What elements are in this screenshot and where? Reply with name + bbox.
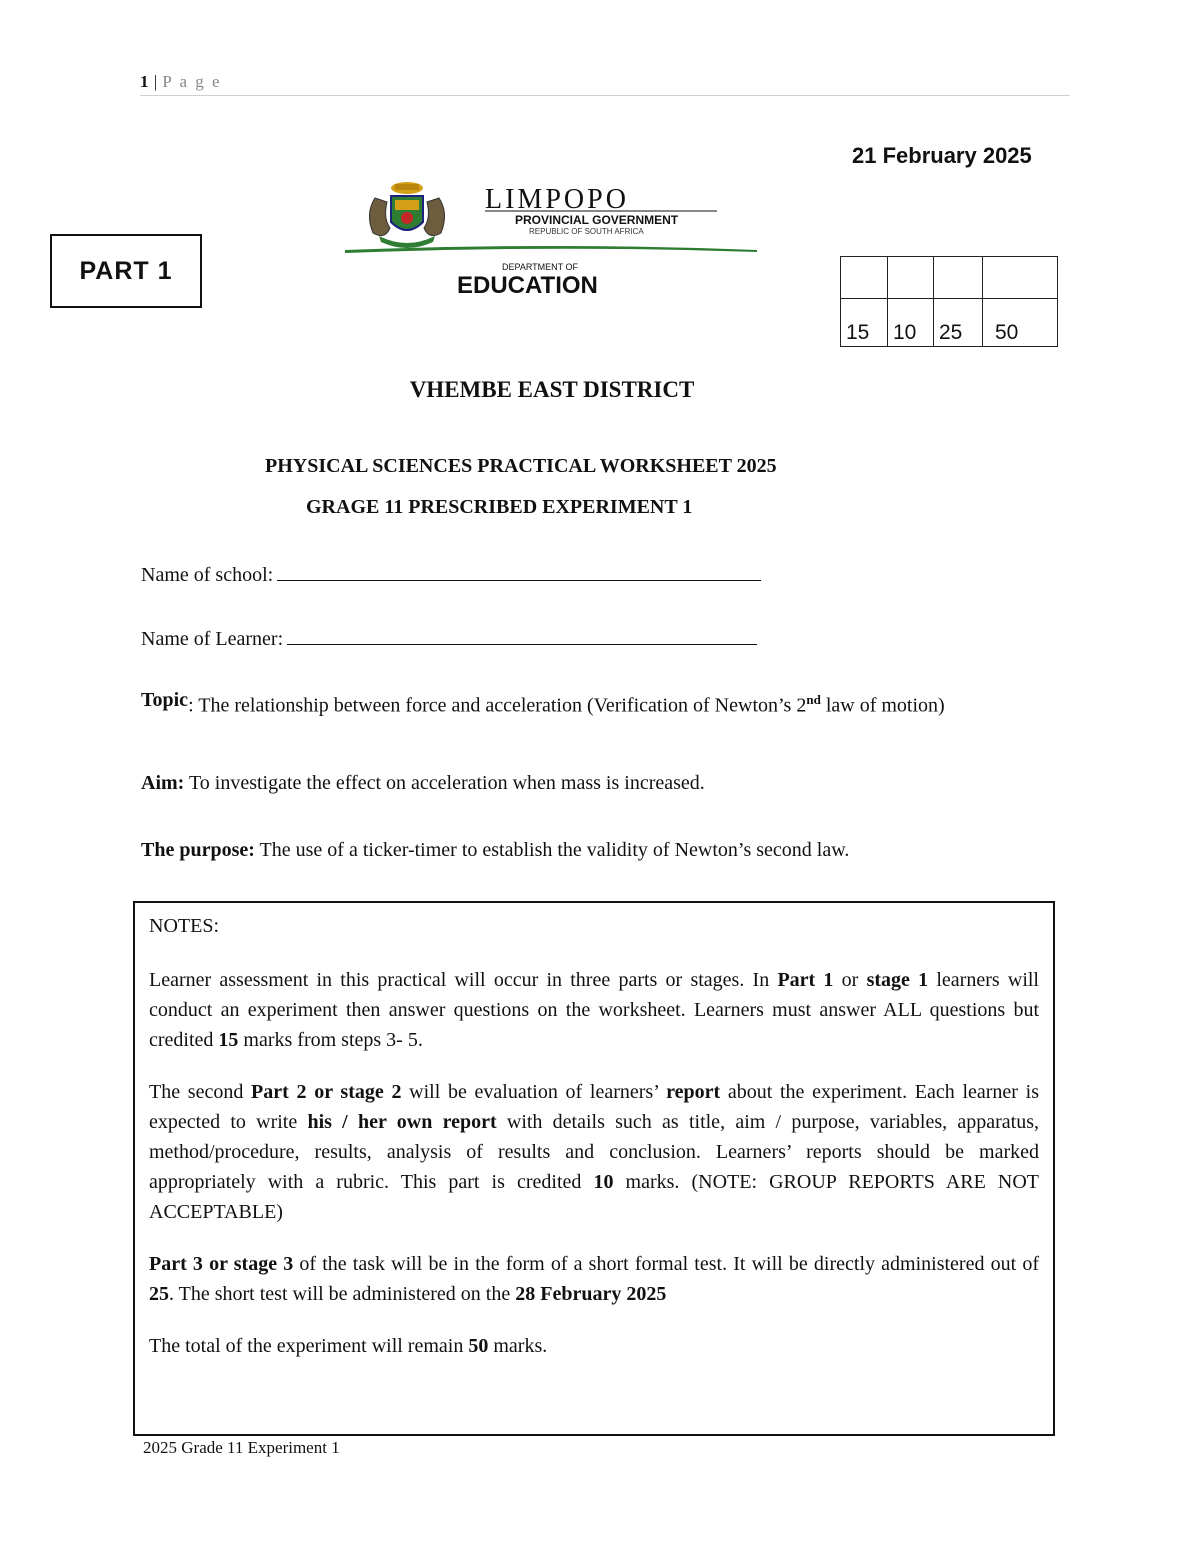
experiment-title: GRAGE 11 PRESCRIBED EXPERIMENT 1 [306,496,693,518]
notes-paragraph-2: The second Part 2 or stage 2 will be evaluation of learners’ report about the experiment. Each learner is expected to write his / her own report with details such as title, aim / purpose, variables, apparatus, method/procedure, results, analysis of results and conclusion. Learners’ reports should be marked appropriately with a rubric. This part is credited 10 marks. (NOTE: GROUP REPORTS ARE NOT ACCEPTABLE) [149,1081,1040,1223]
logo-province: LIMPOPO [485,184,629,215]
part-label: PART 1 [79,256,173,285]
topic-paragraph [141,686,1041,720]
purpose-label: The purpose: [141,839,255,861]
topic-text-start: : The relationship between force and acceleration (Verification of Newton’s 2 [188,694,807,717]
notes-paragraph-1: Learner assessment in this practical will occur in three parts or stages. In Part 1 or stage 1 learners will conduct an experiment then answer questions on the worksheet. Learners must answer ALL questions but credited 15 marks from steps 3- 5. [149,969,1039,1051]
learner-name-field[interactable] [141,624,757,651]
marks-cell [934,257,983,299]
marks-cell [841,257,888,299]
notes-heading: NOTES: [149,915,219,937]
school-name-label: Name of school: [141,564,274,586]
marks-cell: 50 [983,299,1058,347]
logo-education: EDUCATION [457,272,598,299]
district-title: VHEMBE EAST DISTRICT [409,377,695,402]
aim-paragraph [141,769,705,797]
part-label-box [50,234,202,308]
page-label: P a g e [162,72,222,91]
learner-name-label: Name of Learner: [141,628,284,650]
aim-text: To investigate the effect on acceleration when mass is increased. [184,772,705,794]
purpose-paragraph [141,836,849,864]
topic-label: Topic [141,689,189,711]
school-name-field[interactable] [141,560,761,587]
aim-label: Aim: [141,772,185,794]
worksheet-title: PHYSICAL SCIENCES PRACTICAL WORKSHEET 2025 [265,455,777,477]
marks-table [840,256,1058,347]
purpose-text: The use of a ticker-timer to establish the validity of Newton’s second law. [254,839,850,861]
marks-table-row [841,257,1058,299]
notes-box [133,901,1055,1436]
logo-country: REPUBLIC OF SOUTH AFRICA [529,227,644,236]
coat-of-arms-icon [369,182,444,248]
marks-cell: 15 [841,299,888,347]
logo-government: PROVINCIAL GOVERNMENT [515,213,679,227]
marks-cell [983,257,1058,299]
page-number: 1 [140,72,149,91]
marks-cell: 10 [888,299,934,347]
learner-name-blank[interactable] [287,624,757,645]
page-header [140,72,222,92]
school-name-blank[interactable] [277,560,761,581]
limpopo-education-logo [345,178,760,300]
marks-cell [888,257,934,299]
page-separator: | [149,72,163,91]
page-footer: 2025 Grade 11 Experiment 1 [143,1438,340,1457]
topic-text-end: law of motion) [820,694,945,717]
document-date: 21 February 2025 [852,143,1032,168]
topic-superscript: nd [806,692,821,707]
header-divider [140,95,1070,96]
marks-table-row [841,299,1058,347]
logo-department: DEPARTMENT OF [502,262,579,272]
notes-paragraph-3: Part 3 or stage 3 of the task will be in the form of a short formal test. It will be directly administered out of 25. The short test will be administered on the 28 February 2025 [149,1253,1039,1305]
notes-paragraph-4: The total of the experiment will remain 50 marks. [149,1335,548,1357]
marks-cell: 25 [934,299,983,347]
